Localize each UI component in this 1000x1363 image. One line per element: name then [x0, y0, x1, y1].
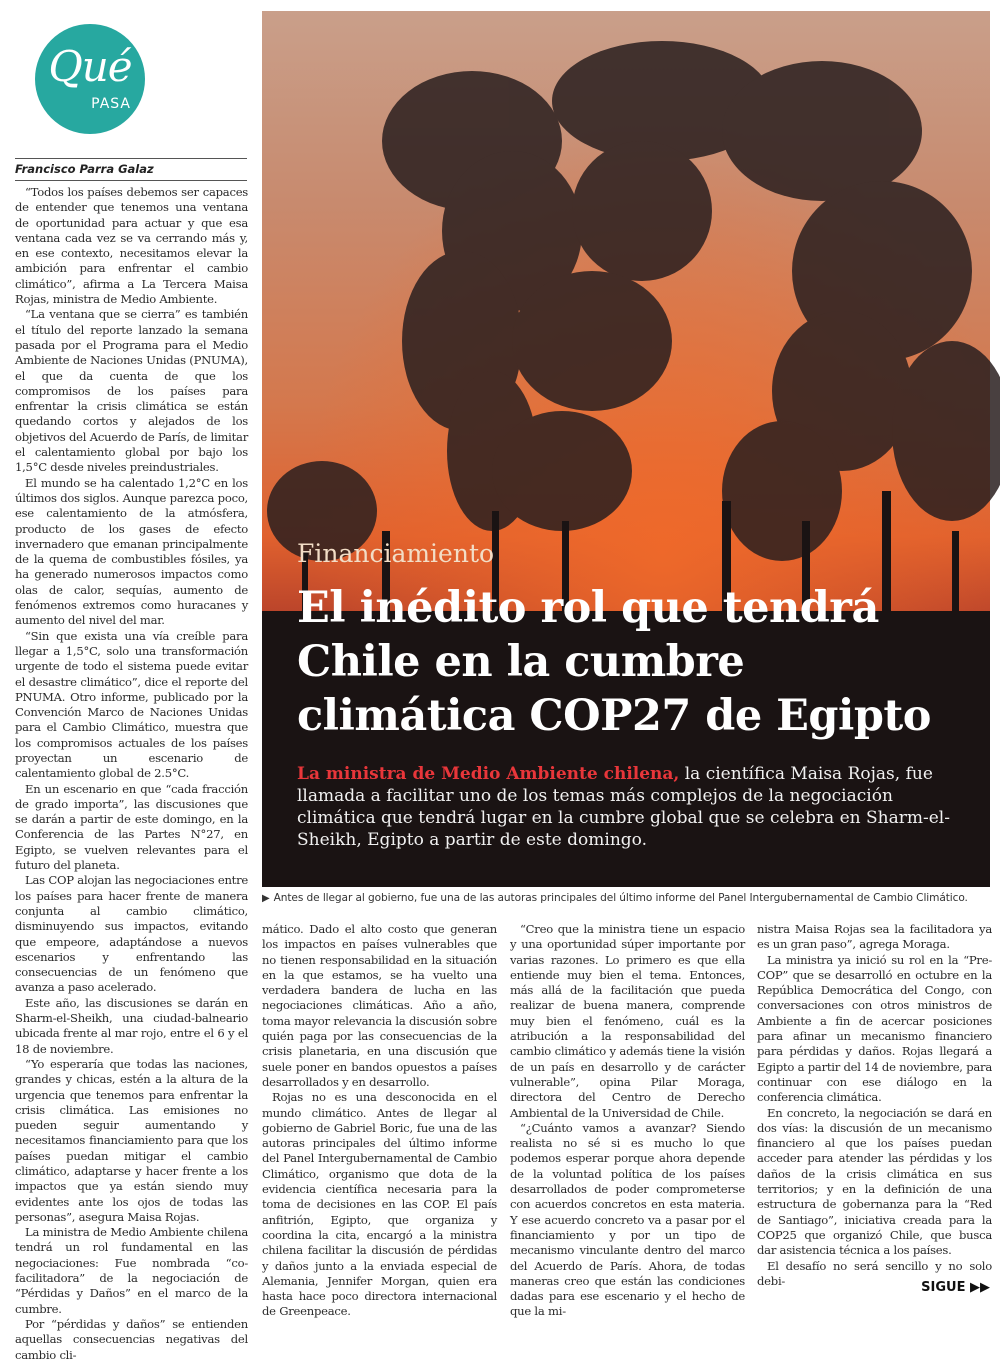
byline-rule	[15, 180, 247, 181]
article-column-1	[15, 185, 248, 1362]
deck-lead: La ministra de Medio Ambiente chilena,	[297, 764, 680, 784]
paragraph: Las COP alojan las negociaciones entre los países para hacer frente de manera conjunta al cambio climático, disminuyendo sus impactos, evitando que empeore, adaptándose a nuevos escenarios y enfrentando las consecuencias de un fenómeno que avanza a paso acelerado.	[15, 873, 248, 995]
deck-text: la científica Maisa Rojas, fue llamada a facilitar uno de los temas más complejos de la negociación climática que tendrá lugar en la cumbre global que se celebra en Sharm-el-Sheikh, Egipto a partir de este domingo.	[297, 764, 950, 850]
paragraph: La ministra de Medio Ambiente chilena tendrá un rol fundamental en las negociaciones: Fue nombrada “co-facilitadora” de la negociación de “Pérdidas y Daños” en el marco de la cumbre.	[15, 1225, 248, 1316]
paragraph: “Sin que exista una vía creíble para llegar a 1,5°C, solo una transformación urgente de todo el sistema puede evitar el desastre climático”, dice el reporte del PNUMA. Otro informe, publicado por la Convención Marco de Naciones Unidas para el Cambio Climático, muestra que los compromisos actuales de los países proyectan un escenario de calentamiento global de 2.5°C.	[15, 628, 248, 781]
paragraph: En concreto, la negociación se dará en dos vías: la discusión de un mecanismo financiero al que los países puedan acceder para atender las pérdidas y los daños de la crisis climática en sus territorios; y en la definición de una estructura de gobernanza para la “Red de Santiago”, iniciativa creada para la COP25 que organizó Chile, que busca dar asistencia técnica a los países.	[757, 1105, 992, 1258]
logo-que: Qué	[48, 42, 132, 91]
caption-triangle-icon: ▶	[262, 893, 270, 904]
caption-text: Antes de llegar al gobierno, fue una de las autoras principales del último informe del Panel Intergubernamental de Cambio Climático.	[273, 892, 968, 904]
byline-rule-top	[15, 158, 247, 159]
hero-photo-smokestacks	[262, 11, 990, 887]
paragraph: “Creo que la ministra tiene un espacio y una oportunidad súper importante por varias razones. Lo primero es que ella entiende muy bien el tema. Entonces, más allá de la facilitación que pueda realizar de buena manera, comprende muy bien el fenómeno, cuál es la atribución a la responsabilidad del cambio climático y además tiene la visión de un país en desarrollo y de carácter vulnerable”, opina Pilar Moraga, directora del Centro de Derecho Ambiental de la Universidad de Chile.	[510, 922, 745, 1120]
article-column-3	[510, 922, 745, 1319]
headline-line: climática COP27 de Egipto	[297, 691, 931, 741]
continue-marker: SIGUE ▶▶	[921, 1280, 990, 1295]
article-deck	[297, 763, 970, 851]
byline: Francisco Parra Galaz	[15, 162, 154, 176]
headline-line: Chile en la cumbre	[297, 637, 745, 687]
paragraph: Por “pérdidas y daños” se entienden aquellas consecuencias negativas del cambio cli-	[15, 1316, 248, 1362]
paragraph: La ministra ya inició su rol en la “Pre-COP” que se desarrolló en octubre en la República Democrática del Congo, con conversaciones con otros ministros de Ambiente a fin de acercar posiciones para afinar un mecanismo financiero para pérdidas y daños. Rojas llegará a Egipto a partir del 14 de noviembre, para continuar con ese diálogo en la conferencia climática.	[757, 952, 992, 1105]
paragraph: “Todos los países debemos ser capaces de entender que tenemos una ventana de oportunidad para actuar y que esa ventana cada vez se va cerrando más y, en ese contexto, necesitamos elevar la ambición para enfrentar el cambio climático”, afirma a La Tercera Maisa Rojas, ministra de Medio Ambiente.	[15, 185, 248, 307]
logo-pasa: PASA	[91, 96, 131, 112]
paragraph: En un escenario en que “cada fracción de grado importa”, las discusiones que se darán a partir de este domingo, en la Conferencia de las Partes N°27, en Egipto, se vuelven relevantes para el futuro del planeta.	[15, 781, 248, 873]
paragraph: Este año, las discusiones se darán en Sharm-el-Sheikh, una ciudad-balneario ubicada frente al mar rojo, entre el 6 y el 18 de noviembre.	[15, 995, 248, 1056]
photo-caption	[262, 892, 992, 904]
paragraph: El mundo se ha calentado 1,2°C en los últimos dos siglos. Aunque parezca poco, ese calentamiento de la atmósfera, producto de los gases de efecto invernadero que emanan principalmente de la quema de combustibles fósiles, ya ha generado numerosos impactos como olas de calor, sequías, aumento de fenómenos extremos como huracanes y aumento del nivel del mar.	[15, 475, 248, 628]
paragraph: Rojas no es una desconocida en el mundo climático. Antes de llegar al gobierno de Gabriel Boric, fue una de las autoras principales del último informe del Panel Intergubernamental de Cambio Climático, organismo que dota de la evidencia científica necesaria para la toma de decisiones en las COP. El país anfitrión, Egipto, que organiza y coordina la cita, encargó a la ministra chilena facilitar la discusión de pérdidas y daños junto a la enviada especial de Alemania, Jennifer Morgan, quien era hasta hace poco directora internacional de Greenpeace.	[262, 1090, 497, 1319]
paragraph: mático. Dado el alto costo que generan los impactos en países vulnerables que no tienen responsabilidad en la situación en la que estamos, se ha vuelto una verdadera bandera de lucha en las negociaciones climáticas. Año a año, toma mayor relevancia la discusión sobre quién paga por las consecuencias de la crisis planetaria, en una discusión que suele poner en bandos opuestos a países desarrollados y en desarrollo.	[262, 922, 497, 1089]
headline-line: El inédito rol que tendrá	[297, 583, 879, 633]
paragraph: nistra Maisa Rojas sea la facilitadora ya es un gran paso”, agrega Moraga.	[757, 922, 992, 952]
paragraph: “Yo esperaría que todas las naciones, grandes y chicas, estén a la altura de la urgencia que tenemos para enfrentar la crisis climática. Las emisiones no pueden seguir aumentando y necesitamos financiamiento para que los países puedan mitigar el cambio climático, adaptarse y hacer frente a los impactos que ya están siendo muy evidentes ante los ojos de todas las personas”, asegura Maisa Rojas.	[15, 1056, 248, 1224]
paragraph: “La ventana que se cierra” es también el título del reporte lanzado la semana pasada por el Programa para el Medio Ambiente de Naciones Unidas (PNUMA), el que da cuenta de que los compromisos de los países para enfrentar la crisis climática se están quedando cortos y alejados de los objetivos del Acuerdo de París, de limitar el calentamiento global por bajo los 1,5°C desde niveles preindustriales.	[15, 307, 248, 475]
paragraph: “¿Cuánto vamos a avanzar? Siendo realista no sé si es mucho lo que podemos esperar porque ahora depende de la voluntad política de los países desarrollados de poder comprometerse con acuerdos concretos en esta materia. Y ese acuerdo concreto va a pasar por el financiamiento y por un tipo de mecanismo vinculante dentro del marco del Acuerdo de París. Ahora, de todas maneras creo que están las condiciones dadas para ese escenario y el hecho de que la mi-	[510, 1120, 745, 1319]
smoke-plumes-illustration	[262, 11, 990, 887]
article-headline	[297, 581, 970, 743]
article-column-2	[262, 922, 497, 1319]
paragraph: El desafío no será sencillo y no solo debi-	[757, 1258, 992, 1288]
que-pasa-logo	[35, 24, 145, 134]
article-kicker: Financiamiento	[297, 539, 495, 568]
